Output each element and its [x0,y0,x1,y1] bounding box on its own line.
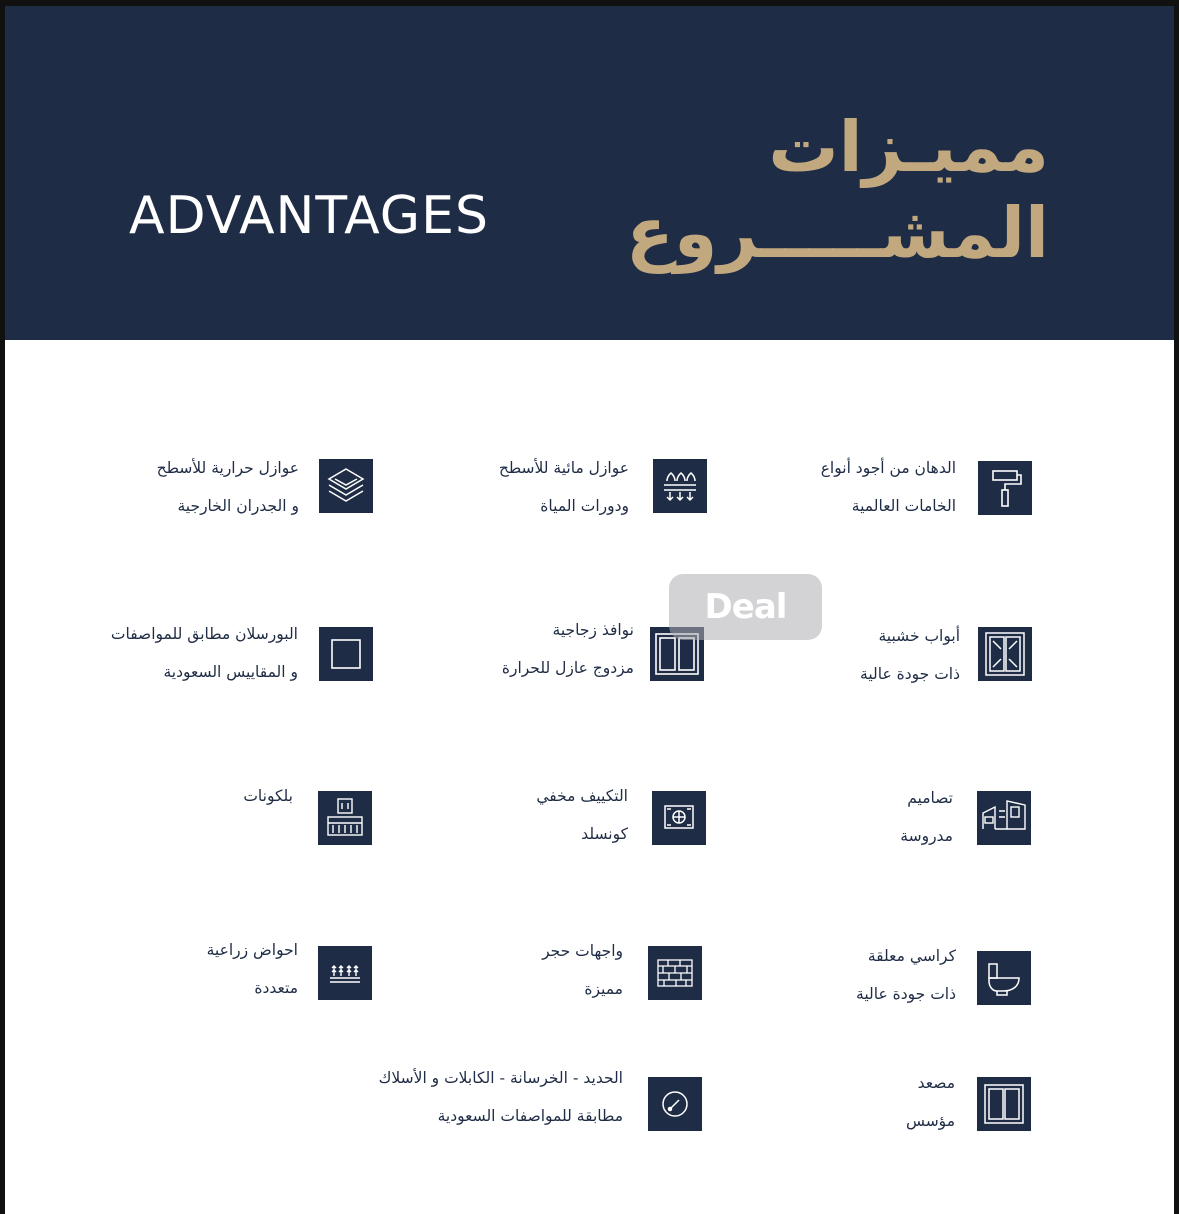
feature-line1: احواض زراعية [206,941,298,959]
feature-line1: عوازل حرارية للأسطح [156,459,299,477]
page [5,6,1174,1214]
arabic-title-line1: مميـزات [768,106,1049,188]
arabic-title [626,104,1049,276]
balcony-icon [318,791,372,845]
water-insulation-icon [653,459,707,513]
feature-line1: الدهان من أجود أنواع [820,459,956,477]
layers-insulation-icon [319,459,373,513]
feature-text [207,931,298,1007]
gauge-icon [648,1077,702,1131]
feature-line2: مزدوج عازل للحرارة [501,659,634,677]
feature-line1: التكييف مخفي [536,787,628,805]
feature-text [379,1059,623,1135]
feature-line1: الحديد - الخرسانة - الكابلات و الأسلاك [378,1069,623,1087]
feature-line1: واجهات حجر [542,942,623,960]
wooden-door-icon [978,627,1032,681]
english-title: ADVANTAGES [129,186,489,246]
watermark: Deal [669,574,822,640]
feature-line2: الخامات العالمية [851,497,956,515]
feature-text [157,449,299,525]
feature-line2: كونسلد [581,825,628,843]
feature-line2: ذات جودة عالية [860,665,960,683]
stone-wall-icon [648,946,702,1000]
feature-line2: و الجدران الخارجية [177,497,299,515]
paint-roller-icon [978,461,1032,515]
feature-line2: مميزة [584,980,623,998]
feature-line2: مؤسس [905,1112,955,1130]
feature-line2: ذات جودة عالية [856,985,956,1003]
elevator-icon [977,1077,1031,1131]
air-conditioner-icon [652,791,706,845]
feature-line1: بلكونات [243,787,293,805]
feature-line2: ودورات المياة [540,497,629,515]
feature-text [536,777,628,853]
feature-text [906,1064,955,1140]
porcelain-tile-icon [319,627,373,681]
feature-text [111,615,298,691]
planter-icon [318,946,372,1000]
feature-line2: متعددة [254,979,298,997]
feature-text [856,937,956,1013]
feature-line1: البورسلان مطابق للمواصفات [110,625,298,643]
feature-text [243,777,293,815]
feature-text [499,449,629,525]
design-icon [977,791,1031,845]
feature-text [821,449,956,525]
feature-line1: كراسي معلقة [867,947,956,965]
feature-text [900,779,953,855]
feature-line1: نوافذ زجاجية [552,621,634,639]
feature-line2: مطابقة للمواصفات السعودية [437,1107,623,1125]
feature-line2: مدروسة [900,827,953,845]
toilet-icon [977,951,1031,1005]
feature-text [502,611,634,687]
header-banner [5,6,1174,340]
feature-line2: و المقاييس السعودية [163,663,298,681]
feature-text [542,932,623,1008]
feature-line1: تصاميم [907,789,953,807]
feature-text [860,617,960,693]
feature-line1: مصعد [917,1074,955,1092]
feature-line1: عوازل مائية للأسطح [498,459,629,477]
arabic-title-line2: المشـــــروع [626,192,1049,274]
feature-line1: أبواب خشبية [878,627,960,645]
